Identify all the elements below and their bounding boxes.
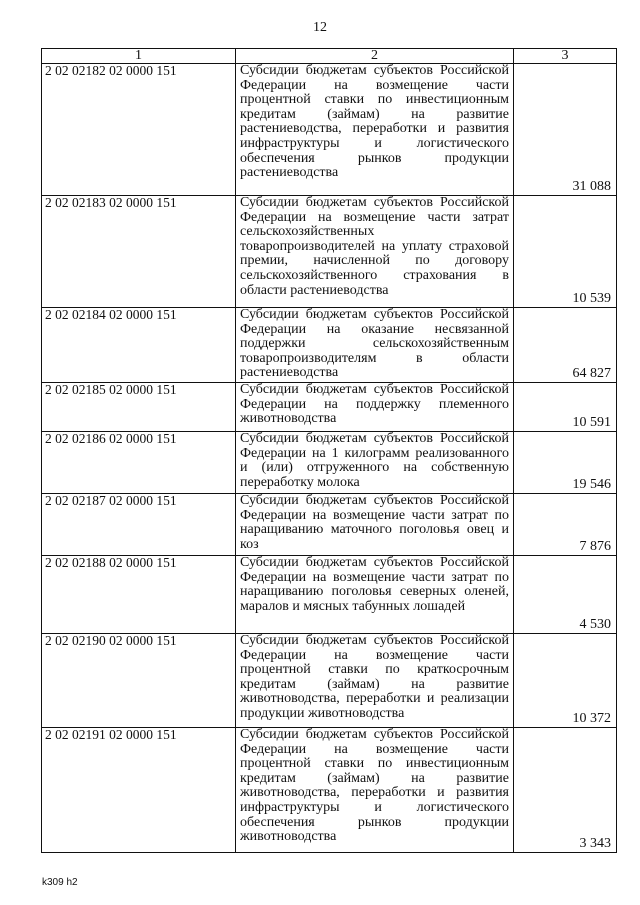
budget-amount: 10 591 <box>514 383 617 432</box>
budget-description: Субсидии бюджетам субъектов Российской Федерации на возмещение части затрат сельскохозяйственных товаропроизводителей на уплату страховой премии, начисленной по договору сельскохозяйственного страхования в области растениеводства <box>236 196 514 308</box>
budget-amount: 31 088 <box>514 64 617 196</box>
budget-amount: 4 530 <box>514 556 617 634</box>
budget-amount: 3 343 <box>514 728 617 853</box>
header-col-2: 2 <box>236 49 514 64</box>
budget-description: Субсидии бюджетам субъектов Российской Федерации на оказание несвязанной поддержки сельскохозяйственным товаропроизводителям в области растениеводства <box>236 308 514 383</box>
budget-code: 2 02 02185 02 0000 151 <box>42 383 236 432</box>
budget-description: Субсидии бюджетам субъектов Российской Федерации на возмещение части затрат по наращиванию маточного поголовья овец и коз <box>236 494 514 556</box>
budget-amount: 64 827 <box>514 308 617 383</box>
budget-code: 2 02 02182 02 0000 151 <box>42 64 236 196</box>
budget-amount: 19 546 <box>514 432 617 494</box>
budget-code: 2 02 02191 02 0000 151 <box>42 728 236 853</box>
header-col-3: 3 <box>514 49 617 64</box>
budget-amount: 10 539 <box>514 196 617 308</box>
budget-code: 2 02 02184 02 0000 151 <box>42 308 236 383</box>
page-number: 12 <box>313 20 327 35</box>
table-row <box>42 432 617 494</box>
table-row <box>42 728 617 853</box>
budget-table <box>41 48 617 853</box>
budget-code: 2 02 02186 02 0000 151 <box>42 432 236 494</box>
table-row <box>42 308 617 383</box>
table-row <box>42 383 617 432</box>
header-col-1: 1 <box>42 49 236 64</box>
budget-code: 2 02 02183 02 0000 151 <box>42 196 236 308</box>
table-row <box>42 634 617 728</box>
table-row <box>42 64 617 196</box>
budget-description: Субсидии бюджетам субъектов Российской Федерации на возмещение части затрат по наращиванию поголовья северных оленей, маралов и мясных табунных лошадей <box>236 556 514 634</box>
budget-description: Субсидии бюджетам субъектов Российской Федерации на поддержку племенного животноводства <box>236 383 514 432</box>
table-header-row <box>42 49 617 64</box>
budget-code: 2 02 02190 02 0000 151 <box>42 634 236 728</box>
table-row <box>42 556 617 634</box>
budget-description: Субсидии бюджетам субъектов Российской Федерации на возмещение части процентной ставки по инвестиционным кредитам (займам) на развитие растениеводства, переработки и развития инфраструктуры и логистического обеспечения рынков продукции растениеводства <box>236 64 514 196</box>
budget-code: 2 02 02187 02 0000 151 <box>42 494 236 556</box>
budget-description: Субсидии бюджетам субъектов Российской Федерации на возмещение части процентной ставки по краткосрочным кредитам (займам) на развитие животноводства, переработки и реализации продукции животноводства <box>236 634 514 728</box>
budget-description: Субсидии бюджетам субъектов Российской Федерации на 1 килограмм реализованного и (или) отгруженного на собственную переработку молока <box>236 432 514 494</box>
document-footer-mark: k309 h2 <box>42 877 78 888</box>
budget-amount: 10 372 <box>514 634 617 728</box>
table-row <box>42 494 617 556</box>
budget-code: 2 02 02188 02 0000 151 <box>42 556 236 634</box>
budget-amount: 7 876 <box>514 494 617 556</box>
budget-description: Субсидии бюджетам субъектов Российской Федерации на возмещение части процентной ставки по инвестиционным кредитам (займам) на развитие животноводства, переработки и развития инфраструктуры и логистического обеспечения рынков продукции животноводства <box>236 728 514 853</box>
table-row <box>42 196 617 308</box>
